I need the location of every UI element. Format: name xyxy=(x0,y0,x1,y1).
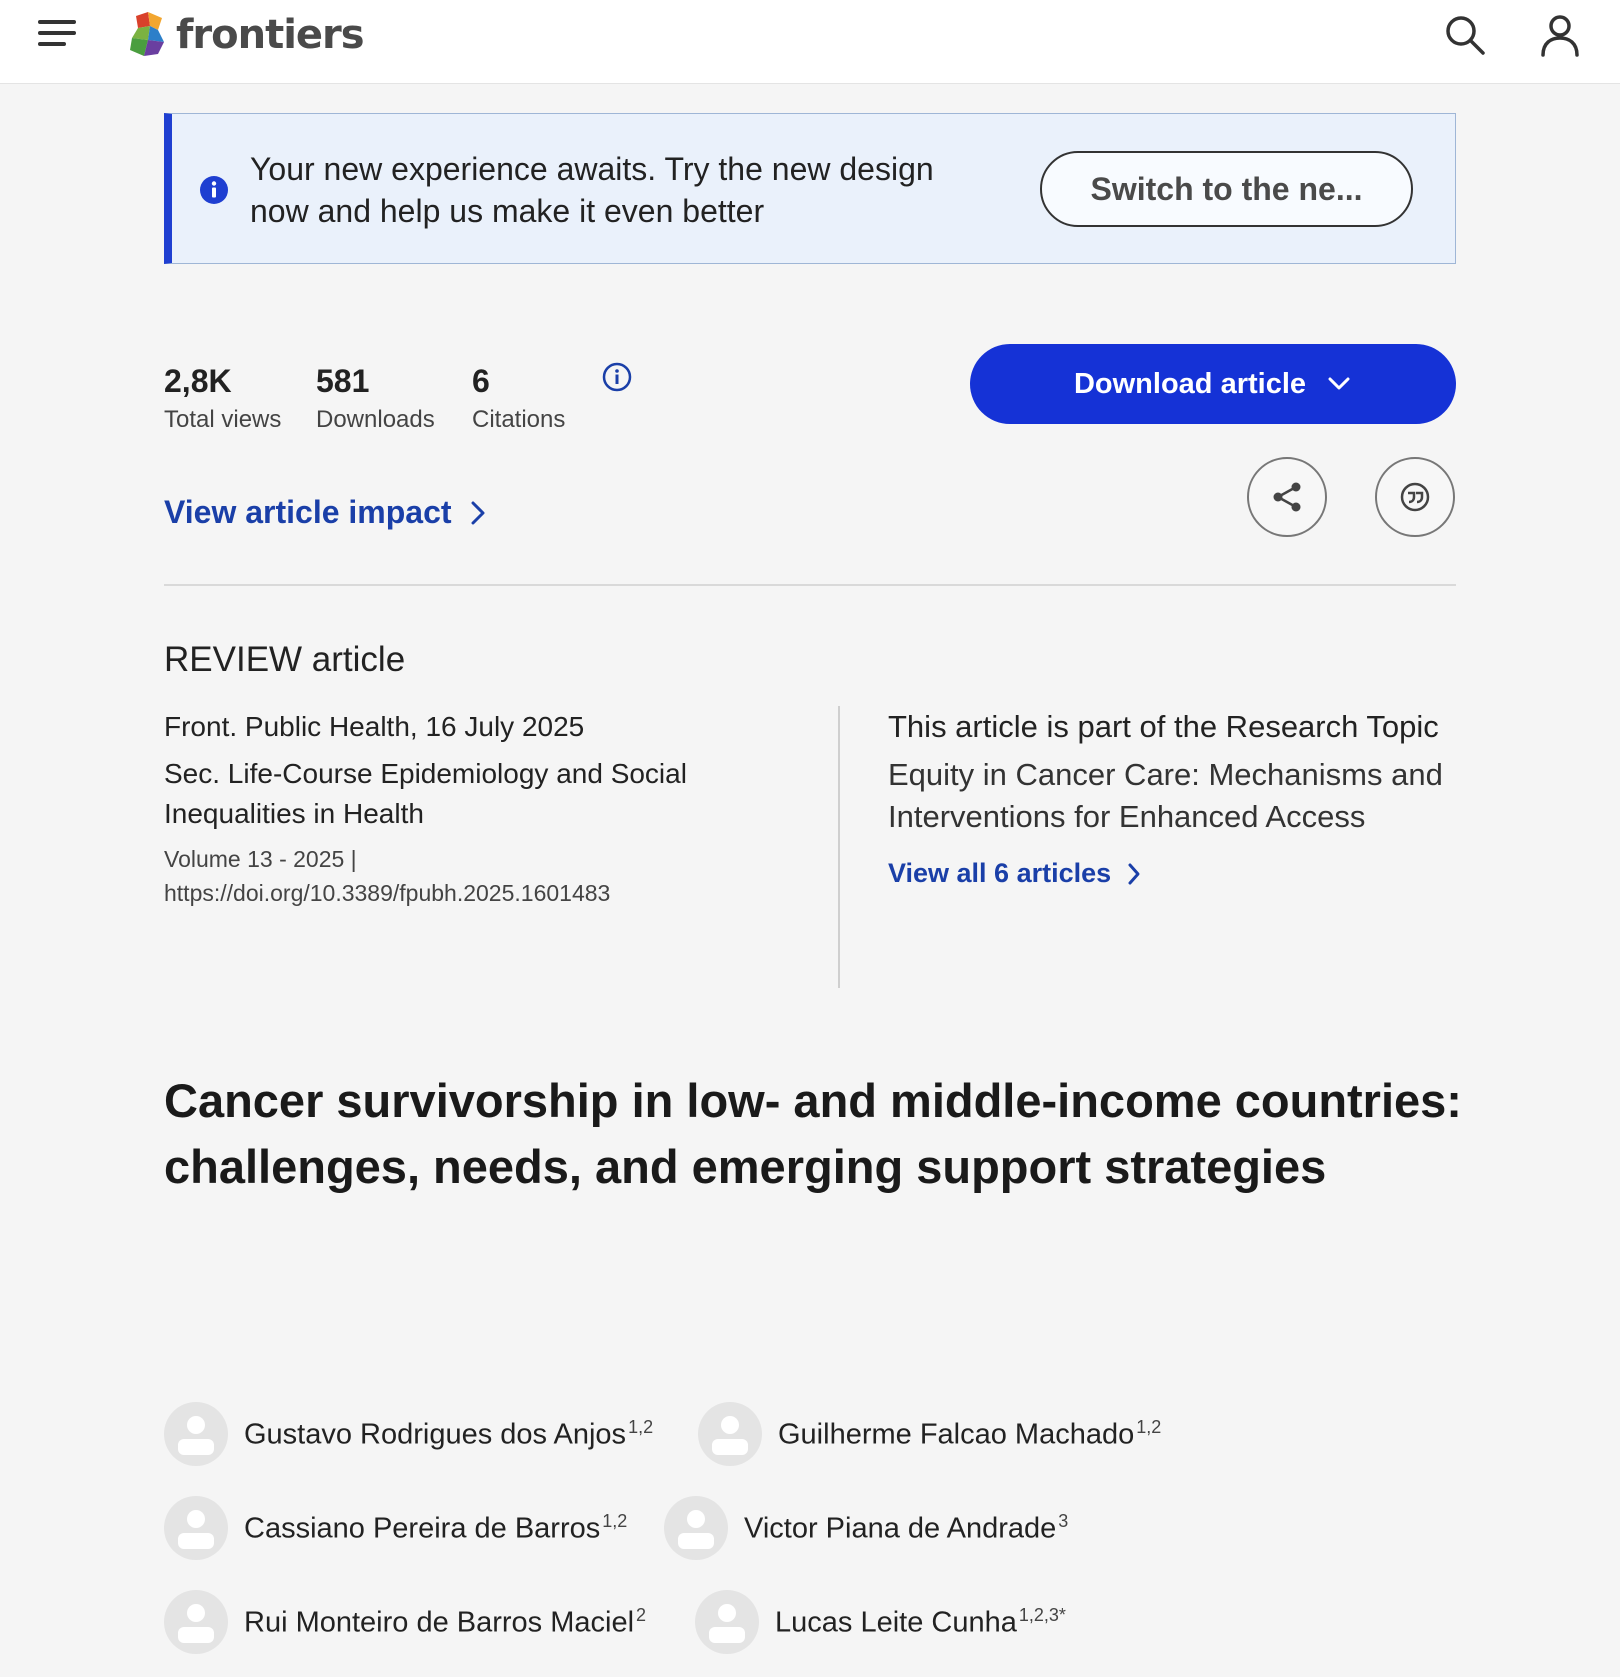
info-icon xyxy=(199,175,229,205)
author-item[interactable] xyxy=(698,1402,1161,1466)
avatar-icon xyxy=(695,1590,759,1654)
article-type: REVIEW article xyxy=(164,640,406,679)
view-article-impact-link[interactable] xyxy=(164,494,486,531)
author-affiliation: 1,2 xyxy=(1136,1416,1162,1437)
article-meta xyxy=(164,706,764,910)
new-design-banner xyxy=(164,113,1456,264)
top-header xyxy=(0,0,1620,84)
frontiers-logo[interactable] xyxy=(128,10,364,60)
author-item[interactable] xyxy=(664,1496,1068,1560)
research-topic-panel xyxy=(888,706,1448,889)
quote-icon xyxy=(1399,481,1431,513)
view-all-articles-link[interactable] xyxy=(888,858,1448,889)
total-views-label: Total views xyxy=(164,406,282,433)
chevron-right-icon xyxy=(470,500,486,526)
author-affiliation: 2 xyxy=(636,1604,647,1625)
author-name: Guilherme Falcao Machado $^{1,2}$ xyxy=(778,1416,1162,1451)
downloads-value: 581 xyxy=(316,363,370,399)
author-name: Lucas Leite Cunha $^{1,2,3*}$ xyxy=(775,1604,1066,1639)
doi-link[interactable]: https://doi.org/10.3389/fpubh.2025.1601483 xyxy=(164,880,611,906)
total-views-value: 2,8K xyxy=(164,363,232,399)
view-all-articles-label: View all 6 articles xyxy=(888,858,1112,888)
author-name: Victor Piana de Andrade $^3$ xyxy=(744,1510,1069,1545)
cite-button[interactable] xyxy=(1375,457,1455,537)
author-affiliation: 1,2 xyxy=(628,1416,654,1437)
switch-design-button[interactable]: Switch to the ne... xyxy=(1040,151,1413,227)
vertical-divider xyxy=(838,706,840,988)
avatar-icon xyxy=(664,1496,728,1560)
avatar-icon xyxy=(164,1496,228,1560)
download-article-button[interactable] xyxy=(970,344,1456,424)
author-affiliation: 1,2,3* xyxy=(1018,1604,1066,1625)
chevron-down-icon xyxy=(1326,371,1352,397)
research-topic-title[interactable]: Equity in Cancer Care: Mechanisms and Interventions for Enhanced Access xyxy=(888,757,1443,834)
article-title: Cancer survivorship in low- and middle-income countries: challenges, needs, and emerging support strategies xyxy=(164,1074,1462,1193)
downloads-metric xyxy=(316,360,435,434)
author-item[interactable] xyxy=(164,1496,627,1560)
metrics-info-icon[interactable] xyxy=(602,362,632,392)
citations-value: 6 xyxy=(472,363,490,399)
citations-label: Citations xyxy=(472,406,566,433)
share-icon xyxy=(1270,480,1304,514)
author-affiliation: 3 xyxy=(1058,1510,1069,1531)
author-item[interactable] xyxy=(695,1590,1066,1654)
journal-section: Sec. Life-Course Epidemiology and Social Inequalities in Health xyxy=(164,758,687,829)
avatar-icon xyxy=(698,1402,762,1466)
chevron-right-icon xyxy=(1127,862,1141,886)
author-affiliation: 1,2 xyxy=(602,1510,628,1531)
citations-metric xyxy=(472,360,565,434)
banner-message: Your new experience awaits. Try the new design now and help us make it even better xyxy=(250,151,934,229)
share-button[interactable] xyxy=(1247,457,1327,537)
avatar-icon xyxy=(164,1402,228,1466)
avatar-icon xyxy=(164,1590,228,1654)
downloads-label: Downloads xyxy=(316,406,435,433)
section-divider xyxy=(164,584,1456,586)
search-icon[interactable] xyxy=(1442,12,1488,58)
author-item[interactable] xyxy=(164,1590,646,1654)
frontiers-logo-mark-icon xyxy=(128,12,168,58)
author-name: Cassiano Pereira de Barros $^{1,2}$ xyxy=(244,1510,628,1545)
journal-date: Front. Public Health, 16 July 2025 xyxy=(164,711,585,742)
author-name: Gustavo Rodrigues dos Anjos $^{1,2}$ xyxy=(244,1416,654,1451)
volume-info: Volume 13 - 2025 | xyxy=(164,846,357,872)
total-views-metric xyxy=(164,360,281,434)
author-name: Rui Monteiro de Barros Maciel $^2$ xyxy=(244,1604,647,1639)
download-article-label: Download article xyxy=(1073,367,1307,400)
author-item[interactable] xyxy=(164,1402,653,1466)
logo-text: frontiers xyxy=(176,12,364,58)
menu-icon[interactable] xyxy=(38,20,78,50)
research-topic-heading: This article is part of the Research Topic xyxy=(888,709,1439,744)
user-icon[interactable] xyxy=(1537,12,1583,58)
view-article-impact-label: View article impact xyxy=(164,494,452,530)
